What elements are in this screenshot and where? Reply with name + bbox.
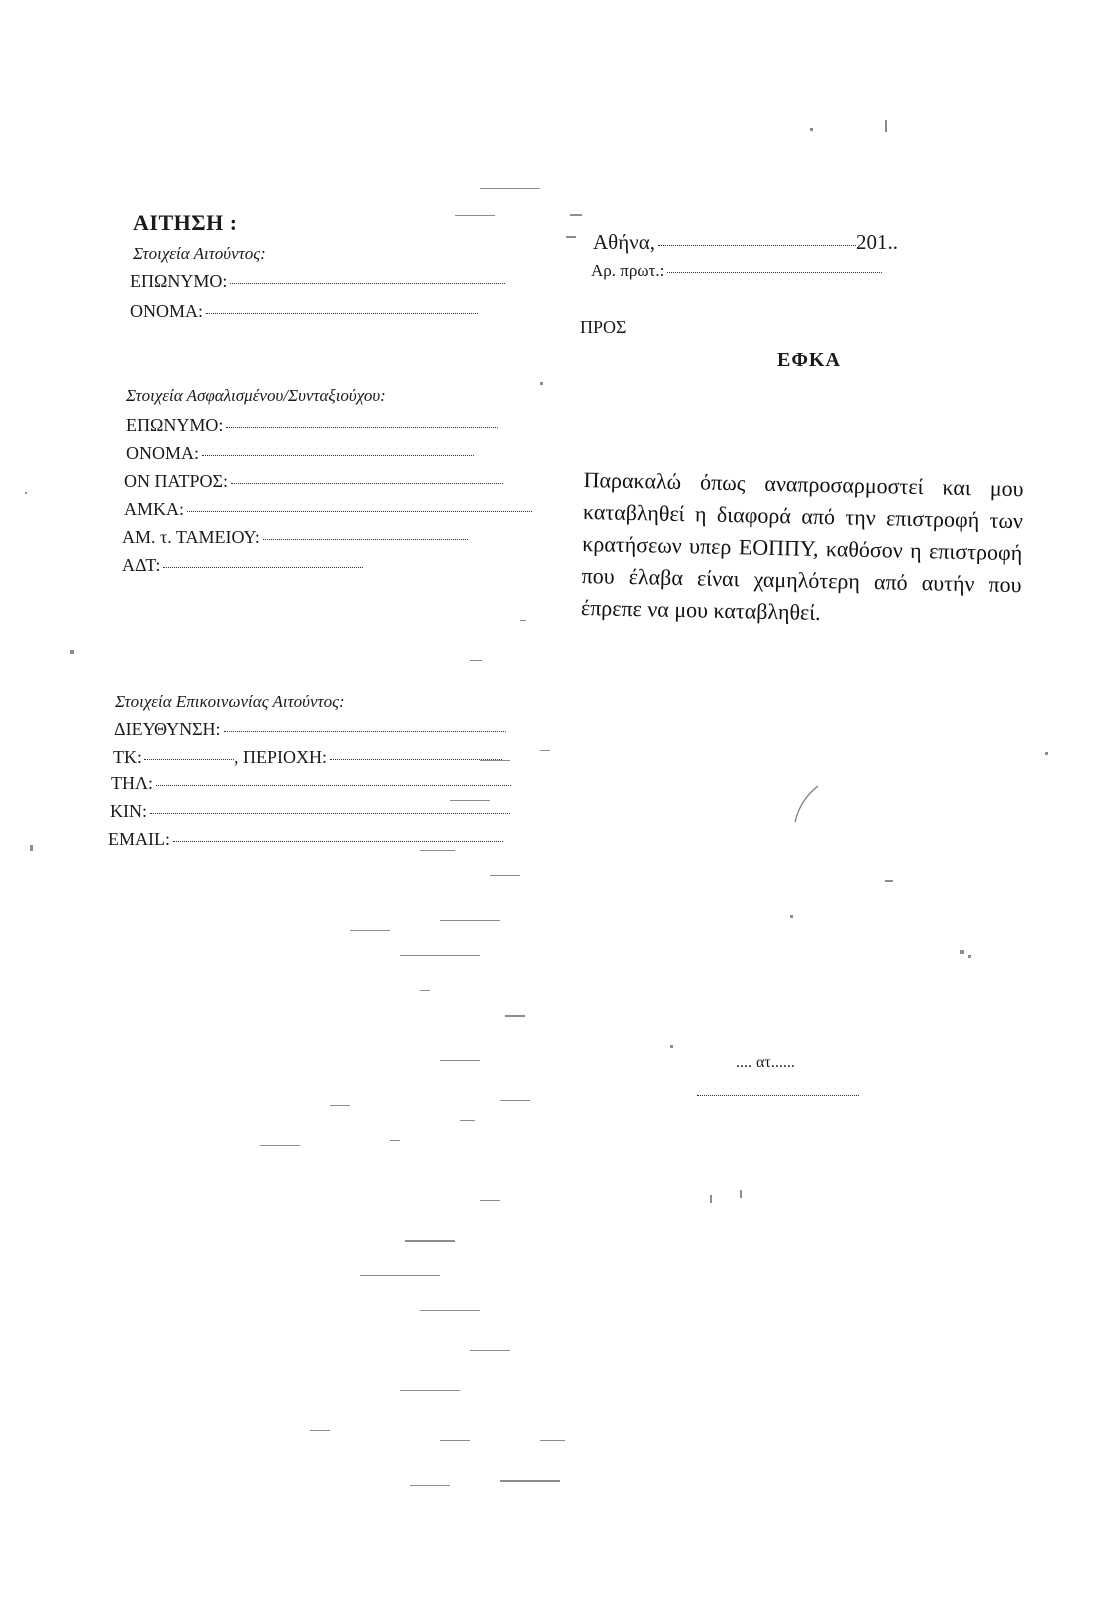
request-text: Παρακαλώ όπως αναπροσαρμοστεί και μου καταβληθεί η διαφορά από την επιστροφή των κρατήσεων υπερ ΕΟΠΠΥ, καθόσον η επιστροφή που έλαβα είναι χαμηλότερη από αυτήν που έπρεπε να μου καταβληθεί. (580, 466, 1024, 625)
contact-mobile-label: ΚΙΝ: (110, 801, 147, 821)
agency-name: ΕΦΚΑ (777, 349, 841, 371)
insured-father-name-label: ΟΝ ΠΑΤΡΟΣ: (124, 471, 229, 491)
contact-heading: Στοιχεία Επικοινωνίας Αιτούντος: (115, 692, 345, 711)
contact-address-label: ΔΙΕΥΘΥΝΣΗ: (114, 719, 221, 739)
insured-surname-label: ΕΠΩΝΥΜΟ: (126, 415, 224, 435)
contact-tk-label: ΤΚ: (113, 747, 142, 767)
protocol-label: Αρ. πρωτ.: (591, 261, 665, 280)
contact-phone-label: ΤΗΛ: (111, 773, 154, 793)
year-label: 201.. (855, 230, 898, 254)
city-label: Αθήνα, (593, 230, 655, 254)
applicant-heading: Στοιχεία Αιτούντος: (133, 244, 266, 263)
insured-heading: Στοιχεία Ασφαλισμένου/Συνταξιούχου: (126, 386, 386, 405)
insured-id-label: ΑΔΤ: (122, 555, 161, 575)
to-label: ΠΡΟΣ (580, 317, 627, 337)
applicant-surname-label: ΕΠΩΝΥΜΟ: (130, 271, 228, 291)
insured-fund-number-label: ΑΜ. τ. ΤΑΜΕΙΟΥ: (122, 527, 260, 547)
contact-area-label: , ΠΕΡΙΟΧΗ: (234, 747, 327, 767)
applicant-name-label: ΟΝΟΜΑ: (130, 301, 204, 321)
contact-email-label: EMAIL: (108, 829, 170, 849)
form-title: ΑΙΤΗΣΗ : (133, 210, 238, 235)
insured-name-label: ΟΝΟΜΑ: (126, 443, 200, 463)
signature-label: .... ατ...... (736, 1054, 795, 1071)
insured-amka-label: ΑΜΚΑ: (124, 499, 185, 519)
